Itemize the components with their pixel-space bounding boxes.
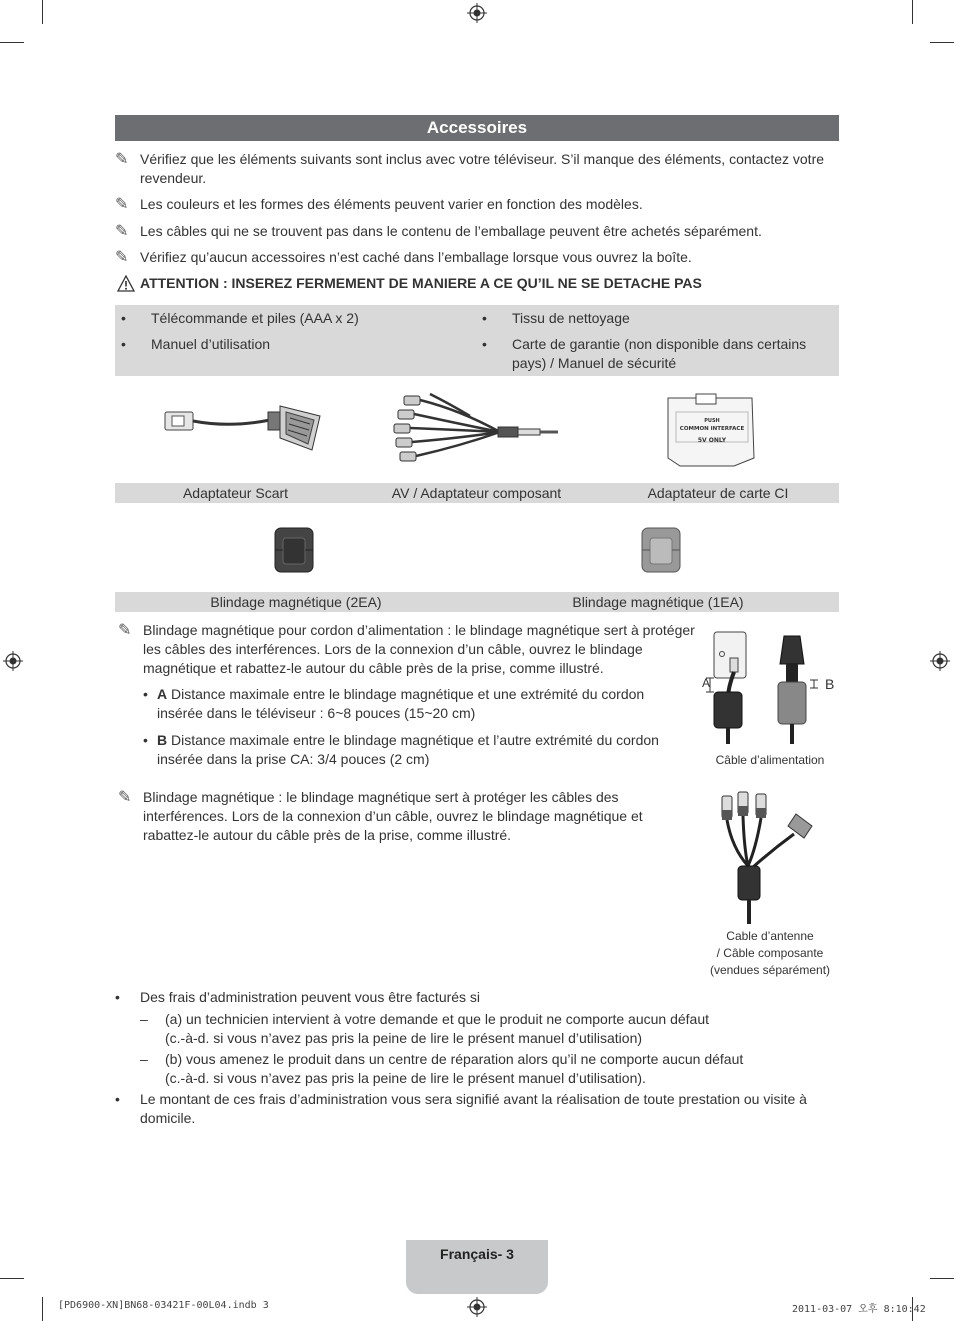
crop-mark — [912, 0, 913, 24]
crop-mark — [0, 42, 24, 43]
list-item: • Manuel d’utilisation — [121, 336, 271, 352]
warning-triangle-icon — [117, 275, 135, 292]
label-b: B — [825, 676, 835, 692]
note: ✎ Vérifiez qu’aucun accessoires n’est caché dans l’emballage lorsque vous ouvrez la boîte. — [115, 249, 692, 266]
list-item: • Des frais d’administration peuvent vous être facturés si — [115, 989, 481, 1005]
note: ✎ Les câbles qui ne se trouvent pas dans le contenu de l’emballage peuvent être achetés séparément. — [115, 223, 762, 240]
power-core-note: ✎ Blindage magnétique pour cordon d’alimentation : le blindage magnétique sert à protéger les câbles des interférences. Lors de la connexion d’un câble, ouvrez le blindage magnétique et rabattez-le autour du câble près de la prise, comme illustré. — [118, 622, 695, 676]
registration-mark-icon — [467, 3, 487, 23]
pencil-note-icon: ✎ — [115, 249, 129, 266]
registration-mark-icon — [467, 1297, 487, 1317]
crop-mark — [0, 1278, 24, 1279]
antenna-cable-caption: Cable d’antenne / Câble composante (vendues séparément) — [709, 929, 831, 977]
accessory-list — [115, 305, 839, 376]
adapter-labels — [115, 483, 839, 503]
av-component-adapter-icon — [390, 390, 565, 472]
magnetic-label: Blindage magnétique (1EA) — [572, 594, 744, 610]
crop-mark — [930, 1278, 954, 1279]
list-item: • B Distance maximale entre le blindage magnétique et l’autre extrémité du cordon insérée dans la prise CA: 3/4 pouces (2 cm) — [143, 732, 659, 767]
pencil-note-icon: ✎ — [118, 789, 132, 806]
list-item: • Le montant de ces frais d’administration vous sera signifié avant la réalisation de toute prestation ou visite à domicile. — [115, 1091, 807, 1126]
pencil-note-icon: ✎ — [118, 622, 132, 639]
antenna-component-cable-illustration — [712, 788, 832, 926]
magnetic-label: Blindage magnétique (2EA) — [210, 594, 382, 610]
slug-date: 2011-03-07 오후 8:10:42 — [792, 1304, 926, 1315]
adapter-label: AV / Adaptateur composant — [391, 485, 562, 501]
ci-card-label: COMMON INTERFACE — [679, 426, 745, 432]
crop-mark — [930, 42, 954, 43]
scart-adapter-icon — [160, 398, 330, 460]
list-item: • A Distance maximale entre le blindage magnétique et une extrémité du cordon insérée dans le téléviseur : 6~8 pouces (15~20 cm) — [143, 686, 645, 721]
list-item: • Télécommande et piles (AAA x 2) — [121, 310, 359, 326]
adapter-label: Adaptateur de carte CI — [647, 485, 789, 501]
registration-mark-icon — [930, 651, 950, 671]
power-cable-illustration — [700, 628, 840, 746]
crop-mark — [42, 1297, 43, 1321]
ferrite-core-dark-icon — [273, 526, 315, 574]
note: ✎ Les couleurs et les formes des éléments peuvent varier en fonction des modèles. — [115, 196, 643, 213]
section-title: Accessoires — [115, 115, 839, 141]
ci-card-label: PUSH — [704, 418, 720, 424]
page-number: Français- 3 — [406, 1240, 548, 1294]
pencil-note-icon: ✎ — [115, 196, 129, 213]
list-item: – (b) vous amenez le produit dans un centre de réparation alors qu’il ne comporte aucun défaut (c.-à-d. si vous n’avez pas pris la peine de lire le présent manuel d’utilisation). — [140, 1051, 744, 1086]
magnetic-labels — [115, 592, 839, 612]
ci-card-adapter-icon — [664, 392, 758, 470]
pencil-note-icon: ✎ — [115, 151, 129, 168]
crop-mark — [42, 0, 43, 24]
pencil-note-icon: ✎ — [115, 223, 129, 240]
warning: ATTENTION : INSEREZ FERMEMENT DE MANIERE A CE QU’IL NE SE DETACHE PAS — [115, 274, 839, 293]
slug-file: [PD6900-XN]BN68-03421F-00L04.indb 3 — [58, 1300, 269, 1311]
list-item: – (a) un technicien intervient à votre demande et que le produit ne comporte aucun défaut (c.-à-d. si vous n’avez pas pris la peine de lire le présent manuel d’utilisation) — [140, 1011, 710, 1046]
registration-mark-icon — [3, 651, 23, 671]
ferrite-core-grey-icon — [640, 526, 682, 574]
signal-core-note: ✎ Blindage magnétique : le blindage magnétique sert à protéger les câbles des interférences. Lors de la connexion d’un câble, ouvrez le blindage magnétique et rabattez-le autour du câble près de la prise, comme illustré. — [118, 789, 643, 843]
power-cable-caption: Câble d’alimentation — [715, 753, 825, 767]
list-item: • Carte de garantie (non disponible dans certains pays) / Manuel de sécurité — [482, 336, 807, 371]
ci-card-label: 5V ONLY — [697, 437, 727, 444]
list-item: • Tissu de nettoyage — [482, 310, 630, 326]
adapter-label: Adaptateur Scart — [182, 485, 289, 501]
note: ✎ Vérifiez que les éléments suivants sont inclus avec votre téléviseur. S’il manque des éléments, contactez votre revendeur. — [115, 151, 825, 186]
label-a: A — [702, 676, 711, 690]
